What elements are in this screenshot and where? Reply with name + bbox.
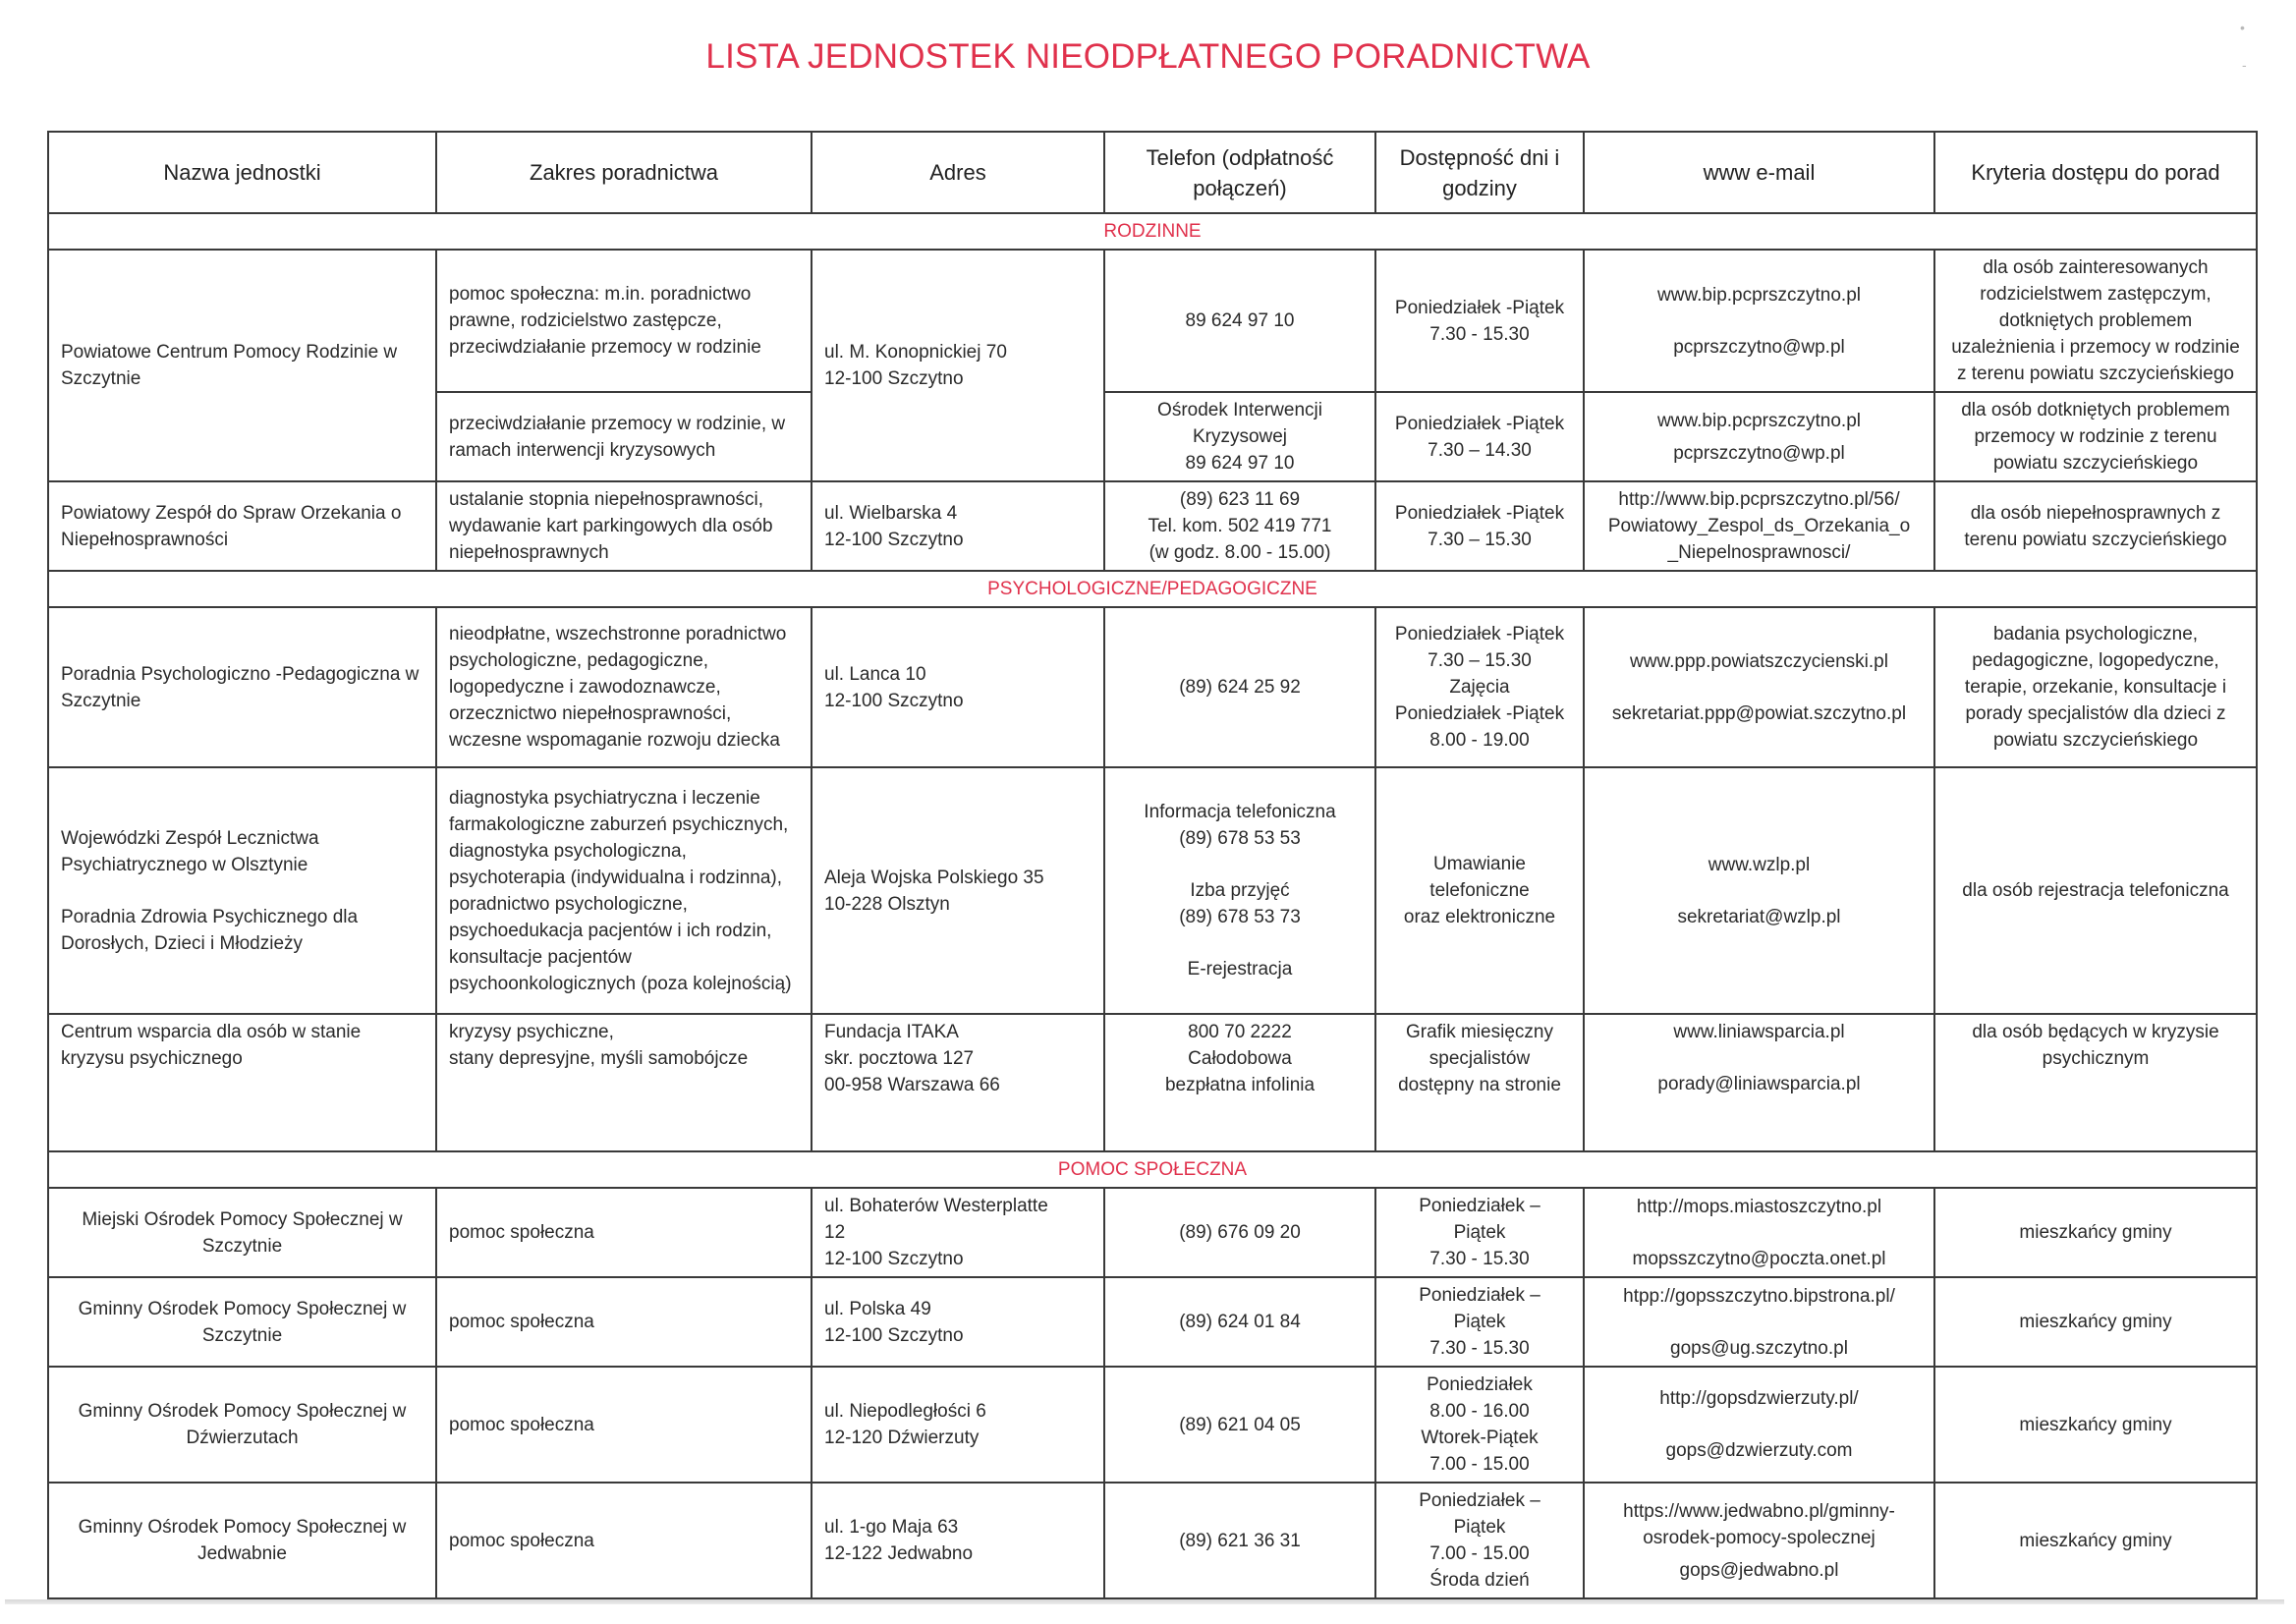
www-link[interactable]: http://mops.miastoszczytno.pl [1636,1196,1882,1217]
address-cell [812,1367,1104,1483]
www-email-cell [1584,1367,1934,1483]
header-availability: Dostępność dni i godziny [1375,132,1584,213]
scope-cell: pomoc społeczna [436,1367,812,1483]
availability-line: 8.00 - 16.00 [1429,1401,1530,1422]
section-rodzinne: RODZINNE [48,213,2257,250]
availability-line: 7.30 - 15.30 [1429,323,1530,345]
phone-cell [1104,392,1375,481]
phone-cell [1104,767,1375,1014]
availability-cell [1375,1277,1584,1367]
criteria-cell: mieszkańcy gminy [1934,1277,2257,1367]
scan-mark: • [2240,20,2245,35]
table-row [48,1277,2257,1367]
availability-cell [1375,767,1584,1014]
address-cell [812,1014,1104,1151]
availability-line: Piątek [1453,1517,1506,1538]
address-line: 12-120 Dźwierzuty [824,1428,980,1448]
www-link[interactable]: www.ppp.powiatszczycienski.pl [1630,650,1888,672]
availability-line: Poniedziałek -Piątek [1394,502,1565,524]
availability-line: Poniedziałek -Piątek [1394,413,1565,434]
availability-line: Poniedziałek -Piątek [1394,624,1565,644]
www-link[interactable]: www.bip.pcprszczytno.pl [1657,284,1861,306]
www-email-cell [1584,1483,1934,1598]
scope-line: kryzysy psychiczne, [449,1022,614,1042]
www-link[interactable]: www.bip.pcprszczytno.pl [1657,410,1861,431]
criteria-cell: mieszkańcy gminy [1934,1483,2257,1598]
phone-line: Tel. kom. 502 419 771 [1148,516,1332,536]
criteria-cell: mieszkańcy gminy [1934,1188,2257,1277]
www-email-cell [1584,607,1934,767]
availability-cell [1375,250,1584,392]
availability-line: 7.00 - 15.00 [1429,1454,1530,1475]
availability-line: 7.30 - 15.30 [1429,1338,1530,1359]
availability-line: specjalistów [1428,1048,1531,1069]
header-scope: Zakres poradnictwa [436,132,812,213]
scope-cell: diagnostyka psychiatryczna i leczenie farmakologiczne zaburzeń psychicznych, diagnostyka psychologiczna, psychoterapia (indywidualna i rodzinna), poradnictwo psychologiczne, psychoedukacja pacjentów i ich rodzin, konsultacje pacjentów psychoonkologicznych (poza kolejnością) [436,767,812,1014]
e-registration-link[interactable]: E-rejestracja [1187,959,1293,980]
availability-line: 7.30 - 15.30 [1429,1249,1530,1269]
advice-units-table [47,131,2258,1599]
phone-cell: (89) 676 09 20 [1104,1188,1375,1277]
availability-line: telefoniczne [1429,880,1530,901]
www-email-cell [1584,1277,1934,1367]
scope-cell: ustalanie stopnia niepełnosprawności, wydawanie kart parkingowych dla osób niepełnosprawnych [436,481,812,571]
availability-line: oraz elektroniczne [1403,907,1556,927]
address-cell [812,607,1104,767]
phone-cell: (89) 624 01 84 [1104,1277,1375,1367]
availability-line: Poniedziałek -Piątek [1394,703,1565,724]
criteria-cell: dla osób rejestracja telefoniczna [1934,767,2257,1014]
availability-line: Środa dzień [1429,1570,1530,1591]
phone-line: Kryzysowej [1192,426,1288,447]
criteria-cell: dla osób będących w kryzysie psychicznym [1934,1014,2257,1151]
table-row [48,481,2257,571]
unit-name: Gminny Ośrodek Pomocy Społecznej w Jedwabnie [48,1483,436,1598]
unit-name-line: Poradnia Zdrowia Psychicznego dla Dorosłych, Dzieci i Młodzieży [61,906,359,954]
header-criteria: Kryteria dostępu do porad [1934,132,2257,213]
availability-line: dostępny na stronie [1398,1075,1561,1095]
address-line: ul. Polska 49 [824,1298,931,1319]
address-line: ul. Bohaterów Westerplatte [824,1196,1048,1216]
address-cell [812,1188,1104,1277]
availability-cell [1375,481,1584,571]
address-line: ul. 1-go Maja 63 [824,1517,959,1538]
phone-line: (89) 678 53 53 [1179,828,1301,849]
phone-line: Informacja telefoniczna [1144,802,1336,822]
table-row [48,1014,2257,1151]
table-row [48,1483,2257,1598]
scope-cell: pomoc społeczna [436,1188,812,1277]
email-link[interactable]: porady@liniawsparcia.pl [1657,1074,1861,1094]
address-line: Aleja Wojska Polskiego 35 [824,867,1044,888]
address-line: ul. M. Konopnickiej 70 [824,342,1007,363]
availability-cell [1375,1367,1584,1483]
table-row [48,1188,2257,1277]
address-line: ul. Lanca 10 [824,663,926,685]
address-line: 10-228 Olsztyn [824,893,950,915]
phone-line: (89) 623 11 69 [1179,489,1301,510]
address-cell [812,767,1104,1014]
unit-name: Gminny Ośrodek Pomocy Społecznej w Dźwierzutach [48,1367,436,1483]
header-name: Nazwa jednostki [48,132,436,213]
availability-cell [1375,1188,1584,1277]
availability-line: Poniedziałek [1427,1374,1533,1395]
phone-line: bezpłatna infolinia [1164,1075,1316,1095]
criteria-cell: badania psychologiczne, pedagogiczne, logopedyczne, terapie, orzekanie, konsultacje i porady specjalistów dla dzieci z powiatu szczycieńskiego [1934,607,2257,767]
unit-name: Miejski Ośrodek Pomocy Społecznej w Szczytnie [48,1188,436,1277]
unit-name: Gminny Ośrodek Pomocy Społecznej w Szczytnie [48,1277,436,1367]
phone-cell: (89) 624 25 92 [1104,607,1375,767]
availability-line: Poniedziałek – [1419,1196,1540,1216]
document-title: LISTA JEDNOSTEK NIEODPŁATNEGO PORADNICTWA [705,37,1591,76]
phone-line: (w godz. 8.00 - 15.00) [1148,542,1331,563]
scan-bottom-edge [5,1599,2284,1604]
scope-line: stany depresyjne, myśli samobójcze [449,1048,749,1069]
email-link[interactable]: sekretariat@wzlp.pl [1677,906,1841,927]
www-link[interactable]: http://gopsdzwierzuty.pl/ [1659,1388,1859,1409]
availability-cell [1375,1483,1584,1598]
availability-line: Piątek [1453,1222,1506,1243]
address-line: 12-100 Szczytno [824,368,964,389]
unit-name: Powiatowy Zespół do Spraw Orzekania o Niepełnosprawności [48,481,436,571]
phone-cell: (89) 621 36 31 [1104,1483,1375,1598]
address-line: 12 [824,1222,846,1243]
address-cell [812,250,1104,481]
phone-cell [1104,481,1375,571]
table-row [48,607,2257,767]
phone-line: Izba przyjęć [1190,880,1290,901]
header-row [48,132,2257,213]
availability-line: 7.30 – 15.30 [1428,650,1532,671]
phone-line: Ośrodek Interwencji [1157,400,1322,420]
address-line: 12-100 Szczytno [824,529,964,550]
www-email-cell [1584,250,1934,392]
unit-name-line: Wojewódzki Zespół Lecznictwa Psychiatrycznego w Olsztynie [61,827,319,875]
availability-line: Poniedziałek -Piątek [1394,297,1565,318]
address-line: 12-100 Szczytno [824,1249,964,1269]
phone-line: 89 624 97 10 [1185,453,1295,474]
address-line: ul. Niepodległości 6 [824,1401,986,1422]
scope-cell: pomoc społeczna [436,1483,812,1598]
scan-mark: - [2242,57,2247,73]
availability-line: Grafik miesięczny [1406,1022,1553,1042]
criteria-cell: dla osób niepełnosprawnych z terenu powiatu szczycieńskiego [1934,481,2257,571]
address-line: ul. Wielbarska 4 [824,502,958,524]
availability-line: 8.00 - 19.00 [1429,730,1530,751]
table-row [48,1367,2257,1483]
phone-line: Całodobowa [1188,1048,1292,1069]
availability-line: Poniedziałek – [1419,1490,1540,1511]
table-row [48,250,2257,392]
www-link[interactable]: http://www.bip.pcprszczytno.pl/56/ Powiatowy_Zespol_ds_Orzekania_o _Niepelnosprawnosci/ [1584,481,1934,571]
scope-cell [436,1014,812,1151]
section-psych: PSYCHOLOGICZNE/PEDAGOGICZNE [48,571,2257,607]
email-link[interactable]: pcprszczytno@wp.pl [1673,442,1845,464]
unit-name: Centrum wsparcia dla osób w stanie kryzysu psychicznego [48,1014,436,1151]
address-line: 12-100 Szczytno [824,1324,964,1346]
www-email-cell [1584,1014,1934,1151]
email-link[interactable]: gops@dzwierzuty.com [1665,1440,1853,1461]
scope-cell: pomoc społeczna [436,1277,812,1367]
table-row [48,767,2257,1014]
email-link[interactable]: mopsszczytno@poczta.onet.pl [1632,1248,1886,1269]
www-email-cell [1584,392,1934,481]
header-phone: Telefon (odpłatność połączeń) [1104,132,1375,213]
address-cell [812,1483,1104,1598]
unit-name [48,767,436,1014]
phone-line: 800 70 2222 [1188,1022,1292,1042]
availability-line: 7.30 – 14.30 [1428,439,1532,461]
availability-line: Wtorek-Piątek [1421,1428,1539,1448]
www-email-cell [1584,1188,1934,1277]
criteria-cell: mieszkańcy gminy [1934,1367,2257,1483]
phone-cell [1104,1014,1375,1151]
address-line: 00-958 Warszawa 66 [824,1075,1000,1095]
www-email-cell [1584,767,1934,1014]
address-line: 12-100 Szczytno [824,690,964,711]
section-row [48,1151,2257,1188]
phone-line: (89) 678 53 73 [1179,907,1301,927]
www-link[interactable]: https://www.jedwabno.pl/gminny-osrodek-pomocy-spolecznej [1623,1500,1895,1548]
scope-cell: przeciwdziałanie przemocy w rodzinie, w ramach interwencji kryzysowych [436,392,812,481]
section-pomoc: POMOC SPOŁECZNA [48,1151,2257,1188]
section-row [48,213,2257,250]
address-line: skr. pocztowa 127 [824,1048,975,1069]
www-link[interactable]: www.liniawsparcia.pl [1673,1022,1845,1042]
address-line: 12-122 Jedwabno [824,1543,974,1564]
email-link[interactable]: gops@jedwabno.pl [1679,1559,1839,1581]
availability-line: Umawianie [1433,854,1526,874]
header-www-email: www e-mail [1584,132,1934,213]
availability-cell [1375,392,1584,481]
email-link[interactable]: gops@ug.szczytno.pl [1670,1337,1848,1359]
availability-line: Zajęcia [1449,677,1510,698]
availability-line: Poniedziałek – [1419,1285,1540,1306]
availability-line: 7.30 – 15.30 [1428,529,1532,550]
availability-cell [1375,607,1584,767]
criteria-cell: dla osób dotkniętych problemem przemocy w rodzinie z terenu powiatu szczycieńskiego [1934,392,2257,481]
www-link[interactable]: www.wzlp.pl [1708,854,1811,875]
section-row [48,571,2257,607]
address-line: Fundacja ITAKA [824,1022,959,1042]
scope-cell: pomoc społeczna: m.in. poradnictwo prawne, rodzicielstwo zastępcze, przeciwdziałanie przemocy w rodzinie [436,250,812,392]
address-cell [812,1277,1104,1367]
phone-cell: 89 624 97 10 [1104,250,1375,392]
availability-line: Piątek [1453,1312,1506,1332]
email-link[interactable]: pcprszczytno@wp.pl [1673,336,1845,358]
unit-name: Powiatowe Centrum Pomocy Rodzinie w Szczytnie [48,250,436,481]
availability-line: 7.00 - 15.00 [1429,1543,1530,1564]
criteria-cell: dla osób zainteresowanych rodzicielstwem zastępczym, dotkniętych problemem uzależnienia i przemocy w rodzinie z terenu powiatu szczycieńskiego [1934,250,2257,392]
email-link[interactable]: sekretariat.ppp@powiat.szczytno.pl [1611,702,1907,724]
availability-cell [1375,1014,1584,1151]
unit-name: Poradnia Psychologiczno -Pedagogiczna w Szczytnie [48,607,436,767]
scope-cell: nieodpłatne, wszechstronne poradnictwo psychologiczne, pedagogiczne, logopedyczne i zawodoznawcze, orzecznictwo niepełnosprawności, wczesne wspomaganie rozwoju dziecka [436,607,812,767]
address-cell [812,481,1104,571]
www-link[interactable]: htpp://gopsszczytno.bipstrona.pl/ [1623,1285,1895,1307]
header-address: Adres [812,132,1104,213]
phone-cell: (89) 621 04 05 [1104,1367,1375,1483]
